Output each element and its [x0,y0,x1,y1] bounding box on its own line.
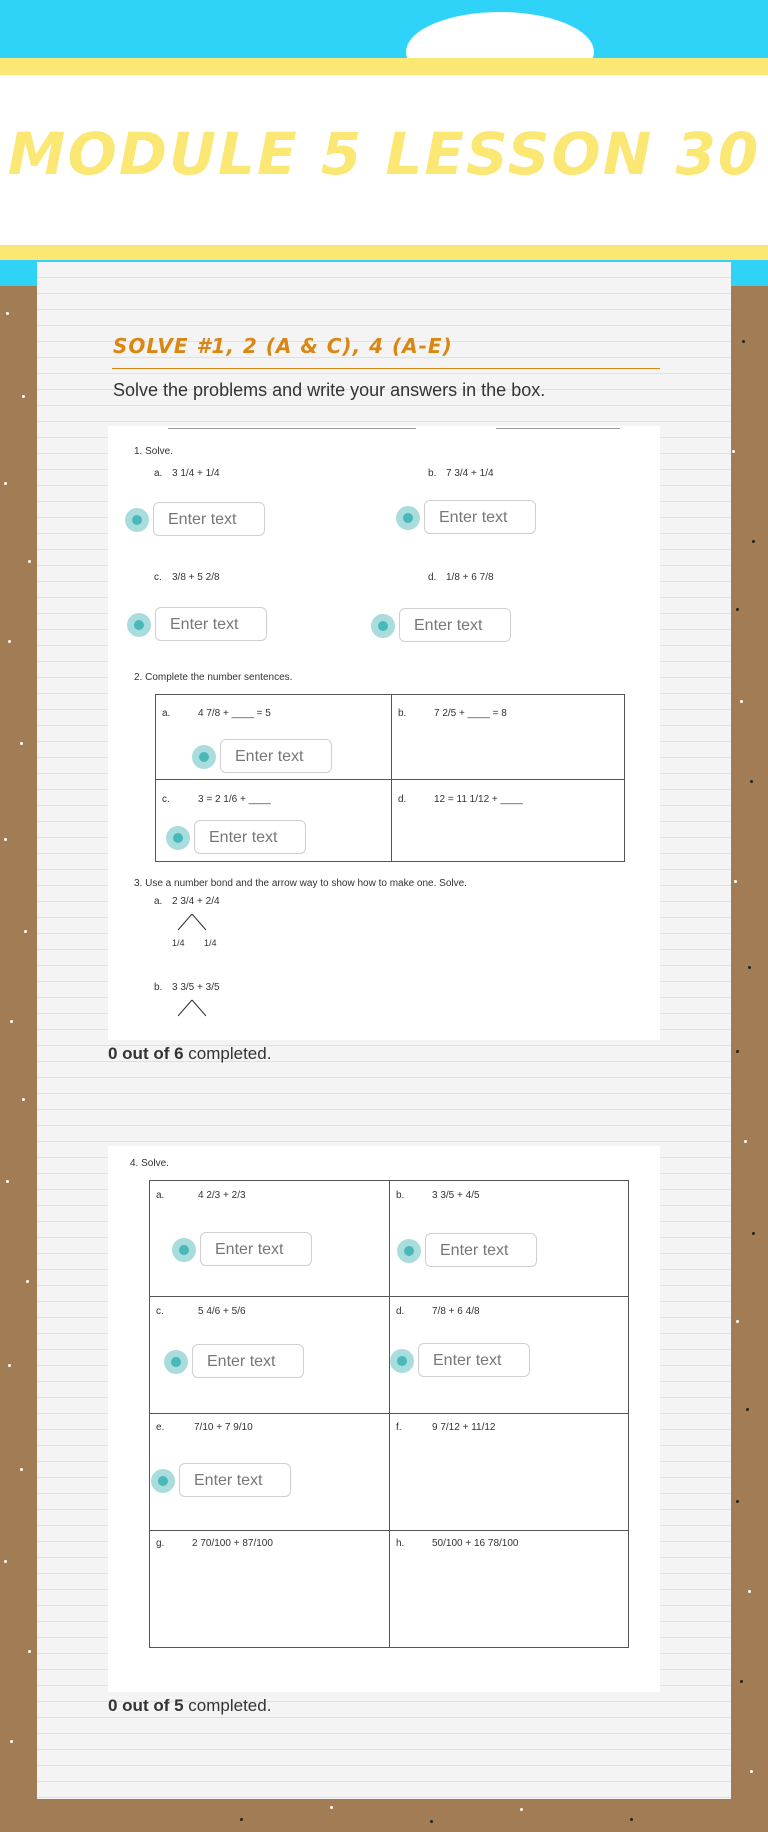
q3b-expr: 3 3/5 + 3/5 [172,982,220,993]
field-marker-icon [390,1349,414,1373]
q2d-letter: d. [398,794,407,805]
text-input[interactable]: Enter text [155,607,267,641]
q4d-letter: d. [396,1306,405,1317]
header-band-top [0,58,768,75]
q1c-letter: c. [154,572,162,583]
q1a-letter: a. [154,468,163,479]
text-input[interactable]: Enter text [194,820,306,854]
field-marker-icon [127,613,151,637]
q1b-expr: 7 3/4 + 1/4 [446,468,494,479]
q2b-letter: b. [398,708,407,719]
q2c-expr: 3 = 2 1/6 + ____ [198,794,271,805]
q1b-letter: b. [428,468,437,479]
text-input[interactable]: Enter text [424,500,536,534]
header-band-bottom [0,245,768,260]
q4e-letter: e. [156,1422,165,1433]
name-line [168,428,416,429]
q4h-expr: 50/100 + 16 78/100 [432,1538,519,1549]
text-input[interactable]: Enter text [153,502,265,536]
q4c-expr: 5 4/6 + 5/6 [198,1306,246,1317]
q1a-expr: 3 1/4 + 1/4 [172,468,220,479]
field-marker-icon [371,614,395,638]
field-marker-icon [397,1239,421,1263]
text-input[interactable]: Enter text [399,608,511,642]
q2a-letter: a. [162,708,171,719]
section-divider [112,368,660,369]
section-title: SOLVE #1, 2 (A & C), 4 (A-E) [113,334,453,358]
q3b-number-bond [172,998,212,1020]
q3b-letter: b. [154,982,163,993]
q3a-expr: 2 3/4 + 2/4 [172,896,220,907]
q4-label: 4. Solve. [130,1158,169,1169]
q2b-expr: 7 2/5 + ____ = 8 [434,708,507,719]
q2a-expr: 4 7/8 + ____ = 5 [198,708,271,719]
progress-2: 0 out of 5 completed. [108,1696,272,1715]
cloud-decoration [406,12,594,58]
text-input[interactable]: Enter text [220,739,332,773]
q3a-bond-left: 1/4 [172,938,185,948]
field-marker-icon [172,1238,196,1262]
q4a-letter: a. [156,1190,165,1201]
text-input[interactable]: Enter text [192,1344,304,1378]
q4f-letter: f. [396,1422,402,1433]
q3a-number-bond [172,912,212,936]
q4b-expr: 3 3/5 + 4/5 [432,1190,480,1201]
q2c-letter: c. [162,794,170,805]
q4g-expr: 2 70/100 + 87/100 [192,1538,273,1549]
q3a-bond-right: 1/4 [204,938,217,948]
q1d-letter: d. [428,572,437,583]
q4b-letter: b. [396,1190,405,1201]
header-sky [0,0,768,58]
q3a-letter: a. [154,896,163,907]
q3-label: 3. Use a number bond and the arrow way to show how to make one. Solve. [134,878,467,889]
q4c-letter: c. [156,1306,164,1317]
q4h-letter: h. [396,1538,405,1549]
q1c-expr: 3/8 + 5 2/8 [172,572,220,583]
page-title: MODULE 5 LESSON 30 [7,120,761,188]
field-marker-icon [396,506,420,530]
q1d-expr: 1/8 + 6 7/8 [446,572,494,583]
date-line [496,428,620,429]
text-input[interactable]: Enter text [425,1233,537,1267]
text-input[interactable]: Enter text [418,1343,530,1377]
q4g-letter: g. [156,1538,165,1549]
text-input[interactable]: Enter text [200,1232,312,1266]
q2d-expr: 12 = 11 1/12 + ____ [434,794,523,805]
q1-label: 1. Solve. [134,446,173,457]
q4d-expr: 7/8 + 6 4/8 [432,1306,480,1317]
q4a-expr: 4 2/3 + 2/3 [198,1190,246,1201]
text-input[interactable]: Enter text [179,1463,291,1497]
q2-label: 2. Complete the number sentences. [134,672,293,683]
field-marker-icon [164,1350,188,1374]
field-marker-icon [125,508,149,532]
field-marker-icon [151,1469,175,1493]
field-marker-icon [166,826,190,850]
progress-1: 0 out of 6 completed. [108,1044,272,1063]
q4f-expr: 9 7/12 + 11/12 [432,1422,496,1433]
field-marker-icon [192,745,216,769]
section-instructions: Solve the problems and write your answers in the box. [113,380,546,400]
worksheet-image-2 [108,1146,660,1692]
q4e-expr: 7/10 + 7 9/10 [194,1422,253,1433]
